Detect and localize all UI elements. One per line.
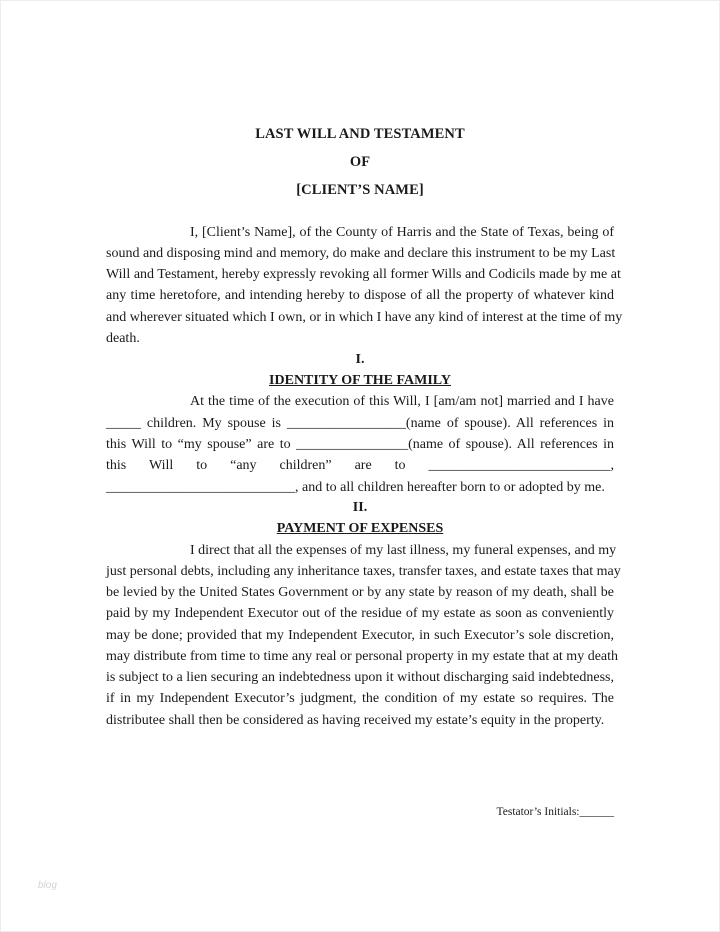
paragraph-line: be levied by the United States Government or by any state by reason of my death, shall be xyxy=(106,585,614,600)
paragraph-line: ___________________________, and to all children hereafter born to or adopted by me. xyxy=(106,480,605,495)
document-title: LAST WILL AND TESTAMENT xyxy=(255,126,465,142)
paragraph-line: just personal debts, including any inheritance taxes, transfer taxes, and estate taxes that may xyxy=(106,564,621,579)
paragraph-line: sound and disposing mind and memory, do make and declare this instrument to be my Last xyxy=(106,246,616,261)
paragraph-line: distributee shall then be considered as having received my estate’s equity in the property. xyxy=(106,713,605,728)
paragraph-line: if in my Independent Executor’s judgment, the condition of my estate so requires. The xyxy=(106,691,614,706)
paragraph-line: Will and Testament, hereby expressly revoking all former Wills and Codicils made by me at xyxy=(106,267,621,282)
paragraph-line: _____ children. My spouse is _________________(name of spouse). All references in xyxy=(106,416,614,431)
paragraph-line: death. xyxy=(106,331,140,346)
paragraph-line: this Will to “my spouse” are to ________________(name of spouse). All references in xyxy=(106,437,614,452)
client-name-title: [CLIENT’S NAME] xyxy=(296,182,424,198)
section-heading: PAYMENT OF EXPENSES xyxy=(276,521,444,536)
section-number: I. xyxy=(355,352,365,367)
paragraph-line: I, [Client’s Name], of the County of Harris and the State of Texas, being of xyxy=(190,225,614,240)
paragraph-line: At the time of the execution of this Will, I [am/am not] married and I have xyxy=(190,394,614,409)
paragraph-line: I direct that all the expenses of my last illness, my funeral expenses, and my xyxy=(190,543,617,558)
section-number: II. xyxy=(352,500,368,515)
paragraph-line: this Will to “any children” are to __________________________, xyxy=(106,458,614,473)
section-heading: IDENTITY OF THE FAMILY xyxy=(269,373,451,388)
document-title-of: OF xyxy=(349,154,371,170)
testator-initials: Testator’s Initials:______ xyxy=(496,806,614,818)
paragraph-line: any time heretofore, and intending hereby to dispose of all the property of whatever kind xyxy=(106,288,614,303)
paragraph-line: may distribute from time to time any real or personal property in my estate that at my death xyxy=(106,649,619,664)
paragraph-line: may be done; provided that my Independent Executor, in such Executor’s sole discretion, xyxy=(106,628,614,643)
watermark: blog xyxy=(38,880,57,891)
paragraph-line: and wherever situated which I own, or in which I have any kind of interest at the time of my xyxy=(106,310,623,325)
paragraph-line: paid by my Independent Executor out of the residue of my estate as soon as conveniently xyxy=(106,606,614,621)
paragraph-line: is subject to a lien securing an indebtedness upon it without discharging said indebtedness, xyxy=(106,670,614,685)
